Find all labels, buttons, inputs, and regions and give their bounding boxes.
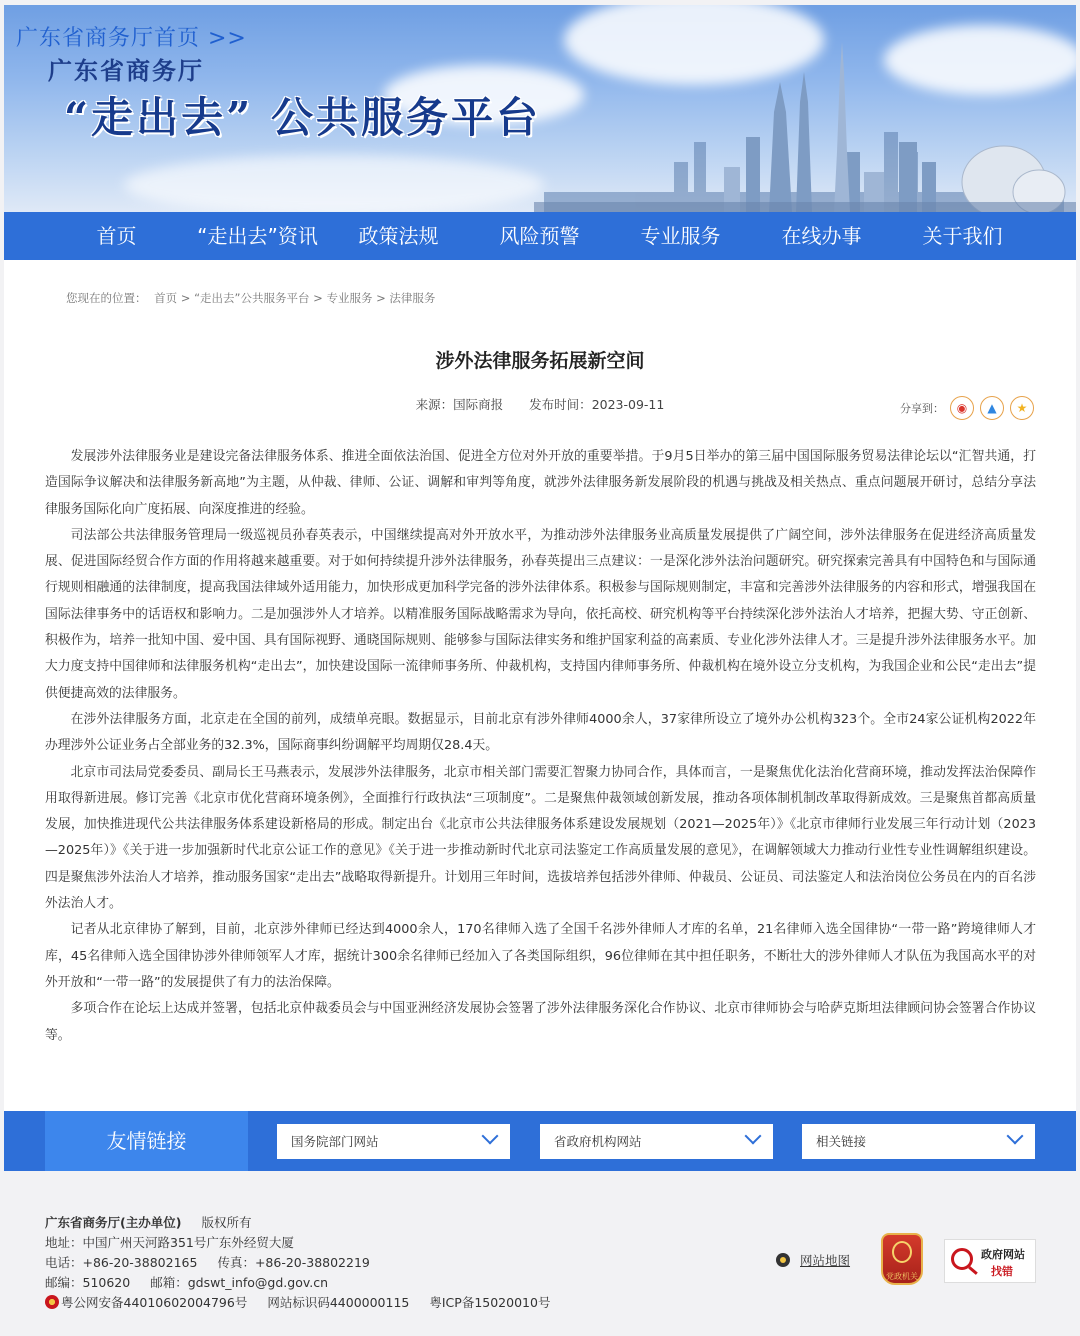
- share-bar: [900, 396, 1034, 420]
- police-badge-icon: [45, 1295, 59, 1309]
- article-container: [4, 260, 1076, 1111]
- host-org: 广东省商务厅(主办单位): [45, 1215, 182, 1230]
- source-label: 来源：: [415, 397, 454, 412]
- header-banner: [4, 5, 1076, 212]
- site-id: 网站标识码4400000115: [267, 1295, 410, 1310]
- cloud-decoration: [124, 155, 544, 212]
- police-record[interactable]: 粤公网安备44010602004796号: [61, 1295, 248, 1310]
- chevron-down-icon: [482, 1128, 499, 1145]
- friendly-links-title: 友情链接: [45, 1111, 248, 1171]
- nav-item-risk-alert[interactable]: 风险预警: [499, 224, 580, 248]
- publish-date: 2023-09-11: [591, 397, 665, 412]
- email: 邮箱：gdswt_info@gd.gov.cn: [150, 1275, 329, 1290]
- breadcrumb-path[interactable]: 首页 > “走出去”公共服务平台 > 专业服务 > 法律服务: [154, 291, 436, 305]
- breadcrumb: [66, 290, 439, 306]
- article-title: 涉外法律服务拓展新空间: [435, 350, 645, 372]
- qq-share-icon[interactable]: ▲: [980, 396, 1004, 420]
- home-link[interactable]: 广东省商务厅首页 >>: [16, 26, 247, 51]
- article-paragraph: 北京市司法局党委委员、副局长王马燕表示，发展涉外法律服务，北京市相关部门需要汇智聚力协同合作，具体而言，一是聚焦优化法治化营商环境，推动发挥法治保障作用取得新进展。修订完善《北京市优化营商环境条例》，全面推行行政执法“三项制度”。二是聚焦仲裁领域创新发展，推动各项体制机制改革取得新成效。三是聚焦首都高质量发展，加快推进现代公共法律服务体系建设新格局的形成。制定出台《北京市公共法律服务体系建设发展规划（2021—2025年）》《北京市律师行业发展三年行动计划（2023—2025年）》《关于进一步加强新时代北京公证工作的意见》《关于进一步推动新时代北京司法鉴定工作高质量发展的意见》，在调解领域大力推动行业性专业性调解组织建设。四是聚焦涉外法治人才培养，推动服务国家“走出去”战略取得新提升。计划用三年时间，选拔培养包括涉外律师、仲裁员、公证员、司法鉴定人和法治岗位公务员在内的百名涉外法治人才。: [45, 764, 1036, 912]
- article-paragraph: 司法部公共法律服务管理局一级巡视员孙春英表示，中国继续提高对外开放水平，为推动涉外法律服务业高质量发展提供了广阔空间，涉外法律服务在促进经济高质量发展、促进国际经贸合作方面的作用将越来越重要。对于如何持续提升涉外法律服务，孙春英提出三点建议：一是深化涉外法治问题研究。研究探索完善具有中国特色和与国际通行规则相融通的法律制度，提高我国法律域外适用能力，加快形成更加科学完备的涉外法律体系。积极参与国际规则制定，丰富和完善涉外法律服务的内容和形式，增强我国在国际法律事务中的话语权和影响力。二是加强涉外人才培养。以精准服务国际战略需求为导向，依托高校、研究机构等平台持续深化涉外法治人才培养，把握大势、守正创新、积极作为，培养一批知中国、爱中国、具有国际视野、通晓国际规则、能够参与国际法律实务和维护国家利益的高素质、专业化涉外法律人才。三是提升涉外法律服务水平。加大力度支持中国律师和法律服务机构“走出去”，加快建设国际一流律师事务所、仲裁机构，支持国内律师事务所、仲裁机构在境外设立分支机构，为我国企业和公民“走出去”提供便捷高效的法律服务。: [45, 527, 1036, 701]
- phone: 电话：+86-20-38802165: [45, 1255, 198, 1270]
- copyright: 版权所有: [201, 1215, 252, 1230]
- article-paragraph: 多项合作在论坛上达成并签署，包括北京仲裁委员会与中国亚洲经济发展协会签署了涉外法律服务深化合作协议、北京市律师协会与哈萨克斯坦法律顾问协会签署合作协议等。: [45, 1001, 1036, 1043]
- provincial-gov-sites-select[interactable]: [540, 1124, 773, 1159]
- weibo-share-icon[interactable]: ◉: [950, 396, 974, 420]
- article-body: [45, 444, 1036, 1049]
- select-label: 国务院部门网站: [291, 1134, 379, 1149]
- gov-site-error-report[interactable]: [944, 1239, 1036, 1283]
- article-paragraph: 在涉外法律服务方面，北京走在全国的前列，成绩单亮眼。数据显示，目前北京有涉外律师4000余人，37家律所设立了境外办公机构323个。全市24家公证机构2022年办理涉外公证业务占全部业务的32.3%，国际商事纠纷调解平均周期仅28.4天。: [45, 711, 1036, 754]
- friendly-links-bar: [4, 1111, 1076, 1171]
- icp-record[interactable]: 粤ICP备15020010号: [429, 1295, 551, 1310]
- sitemap-icon: [776, 1253, 790, 1267]
- related-links-select[interactable]: [802, 1124, 1035, 1159]
- share-label: 分享到：: [900, 402, 944, 415]
- chevron-down-icon: [745, 1128, 762, 1145]
- emblem-icon: [892, 1241, 912, 1263]
- date-label: 发布时间：: [529, 397, 592, 412]
- chevron-down-icon: [1007, 1128, 1024, 1145]
- breadcrumb-prefix: 您现在的位置：: [66, 291, 147, 305]
- party-gov-org-badge[interactable]: [881, 1233, 923, 1285]
- address: 地址：中国广州天河路351号广东外经贸大厦: [45, 1235, 294, 1250]
- party-badge-label: 党政机关: [886, 1272, 918, 1281]
- source-value: 国际商报: [453, 397, 504, 412]
- nav-item-news[interactable]: “走出去”资讯: [197, 224, 318, 248]
- gov-error-sublabel: 找错: [991, 1265, 1013, 1278]
- nav-item-home[interactable]: 首页: [96, 224, 137, 248]
- platform-title: “走出去” 公共服务平台: [64, 93, 541, 142]
- city-skyline-illustration: [534, 42, 1076, 212]
- sitemap-link[interactable]: [776, 1251, 850, 1269]
- nav-item-online-services[interactable]: 在线办事: [781, 224, 862, 248]
- main-nav: [4, 212, 1076, 260]
- gov-error-label: 政府网站: [981, 1248, 1025, 1261]
- department-name: 广东省商务厅: [48, 56, 204, 85]
- fax: 传真：+86-20-38802219: [217, 1255, 370, 1270]
- article-paragraph: 发展涉外法律服务业是建设完备法律服务体系、推进全面依法治国、促进全方位对外开放的重要举措。于9月5日举办的第三届中国国际服务贸易法律论坛以“汇智共通，打造国际争议解决和法律服务新高地”为主题，从仲裁、律师、公证、调解和审判等角度，就涉外法律服务新发展阶段的机遇与挑战及相关热点、重点问题展开研讨，总结分享法律服务国际化向广度拓展、向深度推进的经验。: [45, 449, 1036, 517]
- state-council-sites-select[interactable]: [277, 1124, 510, 1159]
- nav-item-professional-services[interactable]: 专业服务: [640, 224, 721, 248]
- select-label: 省政府机构网站: [554, 1134, 642, 1149]
- footer-info: [45, 1213, 550, 1313]
- article-paragraph: 记者从北京律协了解到，目前，北京涉外律师已经达到4000余人，170名律师入选了全国千名涉外律师人才库的名单，21名律师入选全国律协“一带一路”跨境律师人才库，45名律师入选全国律协涉外律师领军人才库，据统计300余名律师已经加入了各类国际组织，96位律师在其中担任职务，不断壮大的涉外律师人才队伍为我国高水平的对外开放和“一带一路”的发展提供了有力的法治保障。: [45, 922, 1036, 990]
- nav-item-policy[interactable]: 政策法规: [358, 224, 439, 248]
- select-label: 相关链接: [816, 1134, 867, 1149]
- magnifier-icon: [951, 1248, 973, 1270]
- nav-item-about[interactable]: 关于我们: [922, 224, 1003, 248]
- footer: [4, 1171, 1076, 1336]
- postcode: 邮编：510620: [45, 1275, 131, 1290]
- qzone-share-icon[interactable]: ★: [1010, 396, 1034, 420]
- sitemap-label: 网站地图: [800, 1253, 851, 1268]
